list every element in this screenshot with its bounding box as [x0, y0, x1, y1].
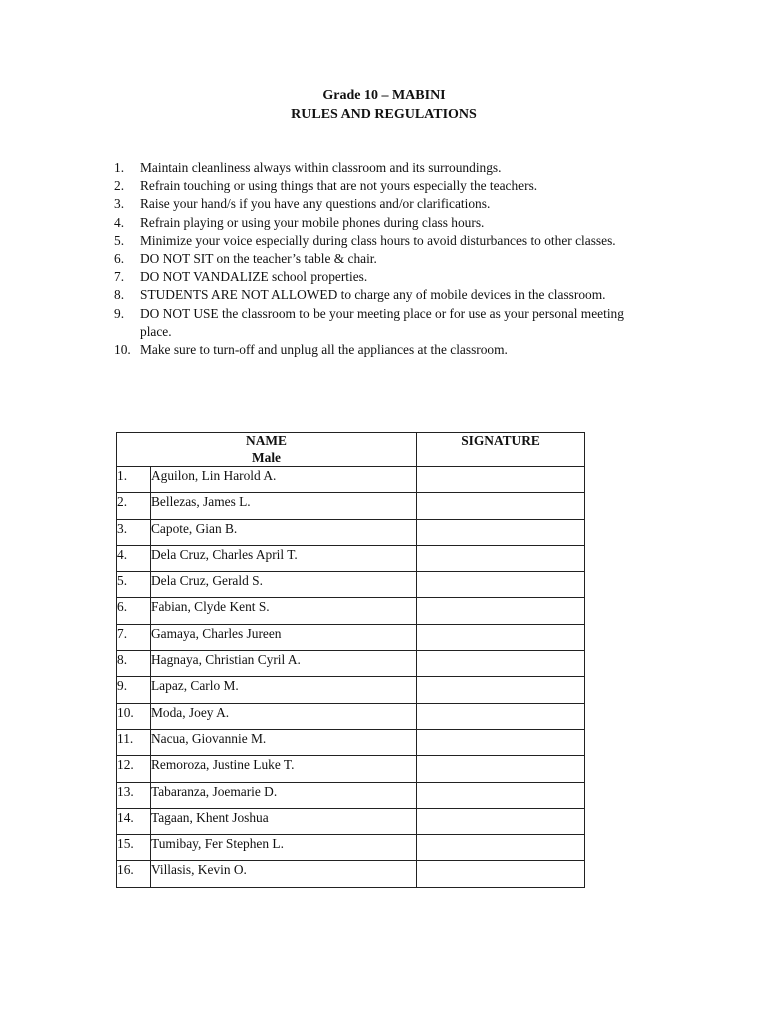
rule-number: 2.	[114, 178, 125, 194]
rule-number: 9.	[114, 305, 125, 321]
rule-number: 6.	[114, 251, 125, 267]
table-row	[117, 835, 585, 861]
student-name: Villasis, Kevin O.	[151, 861, 417, 887]
rule-number: 1.	[114, 160, 125, 175]
row-number: 7.	[117, 624, 151, 650]
rule-text: STUDENTS ARE NOT ALLOWED to charge any of mobile devices in the classroom.	[140, 287, 606, 303]
row-number: 1.	[117, 467, 151, 493]
rule-number: 3.	[114, 196, 125, 212]
signature-cell[interactable]	[417, 545, 585, 571]
rule-item	[114, 214, 654, 232]
signature-cell[interactable]	[417, 729, 585, 755]
rule-number: 7.	[114, 269, 125, 285]
signature-cell[interactable]	[417, 467, 585, 493]
signature-cell[interactable]	[417, 598, 585, 624]
student-name: Capote, Gian B.	[151, 519, 417, 545]
student-name: Nacua, Giovannie M.	[151, 729, 417, 755]
table-row	[117, 782, 585, 808]
rule-number: 10.	[114, 342, 131, 358]
signature-cell[interactable]	[417, 756, 585, 782]
row-number: 9.	[117, 677, 151, 703]
signature-cell[interactable]	[417, 624, 585, 650]
row-number: 14.	[117, 808, 151, 834]
row-number: 6.	[117, 598, 151, 624]
rule-item	[114, 286, 654, 304]
rule-text: Make sure to turn-off and unplug all the appliances at the classroom.	[140, 342, 508, 358]
rule-text: DO NOT SIT on the teacher’s table & chair.	[140, 251, 377, 267]
rules-list	[114, 159, 654, 359]
signature-cell[interactable]	[417, 808, 585, 834]
table-row	[117, 729, 585, 755]
student-name: Moda, Joey A.	[151, 703, 417, 729]
rule-text: DO NOT VANDALIZE school properties.	[140, 269, 368, 285]
row-number: 11.	[117, 729, 151, 755]
table-row	[117, 493, 585, 519]
rule-text: Minimize your voice especially during class hours to avoid disturbances to other classes.	[140, 232, 616, 248]
row-number: 4.	[117, 545, 151, 571]
table-row	[117, 572, 585, 598]
rule-item	[114, 250, 654, 268]
table-row	[117, 651, 585, 677]
signature-cell[interactable]	[417, 651, 585, 677]
row-number: 12.	[117, 756, 151, 782]
student-name: Dela Cruz, Gerald S.	[151, 572, 417, 598]
student-name: Fabian, Clyde Kent S.	[151, 598, 417, 624]
row-number: 8.	[117, 651, 151, 677]
signature-cell[interactable]	[417, 493, 585, 519]
rule-text: DO NOT USE the classroom to be your meeting place or for use as your personal meeting place.	[140, 305, 624, 339]
rule-text: Refrain playing or using your mobile phones during class hours.	[140, 214, 485, 230]
student-name: Tagaan, Khent Joshua	[151, 808, 417, 834]
table-row	[117, 756, 585, 782]
rule-item	[114, 195, 654, 213]
rule-item	[114, 232, 654, 250]
signature-cell[interactable]	[417, 835, 585, 861]
attendance-table	[116, 432, 585, 888]
table-row	[117, 598, 585, 624]
row-number: 16.	[117, 861, 151, 887]
row-number: 15.	[117, 835, 151, 861]
student-name: Tumibay, Fer Stephen L.	[151, 835, 417, 861]
row-number: 5.	[117, 572, 151, 598]
table-row	[117, 545, 585, 571]
student-name: Aguilon, Lin Harold A.	[151, 467, 417, 493]
signature-cell[interactable]	[417, 572, 585, 598]
table-row	[117, 467, 585, 493]
table-row	[117, 677, 585, 703]
rule-item	[114, 177, 654, 195]
row-number: 3.	[117, 519, 151, 545]
table-row	[117, 861, 585, 887]
rule-number: 8.	[114, 287, 125, 303]
rule-text: Raise your hand/s if you have any questions and/or clarifications.	[140, 196, 491, 212]
signature-cell[interactable]	[417, 519, 585, 545]
rule-number: 5.	[114, 232, 125, 248]
rule-item	[114, 159, 654, 177]
table-row	[117, 624, 585, 650]
student-name: Tabaranza, Joemarie D.	[151, 782, 417, 808]
student-name: Hagnaya, Christian Cyril A.	[151, 651, 417, 677]
page-title: Grade 10 – MABINI	[322, 88, 446, 103]
student-name: Lapaz, Carlo M.	[151, 677, 417, 703]
row-number: 10.	[117, 703, 151, 729]
signature-cell[interactable]	[417, 703, 585, 729]
rule-item	[114, 305, 654, 341]
table-row	[117, 808, 585, 834]
name-column-header	[117, 433, 417, 467]
row-number: 2.	[117, 493, 151, 519]
student-name: Remoroza, Justine Luke T.	[151, 756, 417, 782]
table-header-row	[117, 433, 585, 467]
table-row	[117, 703, 585, 729]
student-name: Bellezas, James L.	[151, 493, 417, 519]
student-name: Dela Cruz, Charles April T.	[151, 545, 417, 571]
rule-text: Maintain cleanliness always within classroom and its surroundings.	[140, 160, 502, 175]
table-row	[117, 519, 585, 545]
rule-text: Refrain touching or using things that are not yours especially the teachers.	[140, 178, 538, 194]
signature-cell[interactable]	[417, 861, 585, 887]
signature-column-header: SIGNATURE	[417, 433, 585, 467]
rule-number: 4.	[114, 214, 125, 230]
rule-item	[114, 268, 654, 286]
rule-item	[114, 341, 654, 359]
row-number: 13.	[117, 782, 151, 808]
student-name: Gamaya, Charles Jureen	[151, 624, 417, 650]
name-header-label: NAME	[246, 433, 287, 448]
signature-cell[interactable]	[417, 677, 585, 703]
signature-cell[interactable]	[417, 782, 585, 808]
page-subtitle: RULES AND REGULATIONS	[291, 107, 477, 122]
group-header-label: Male	[252, 449, 281, 465]
